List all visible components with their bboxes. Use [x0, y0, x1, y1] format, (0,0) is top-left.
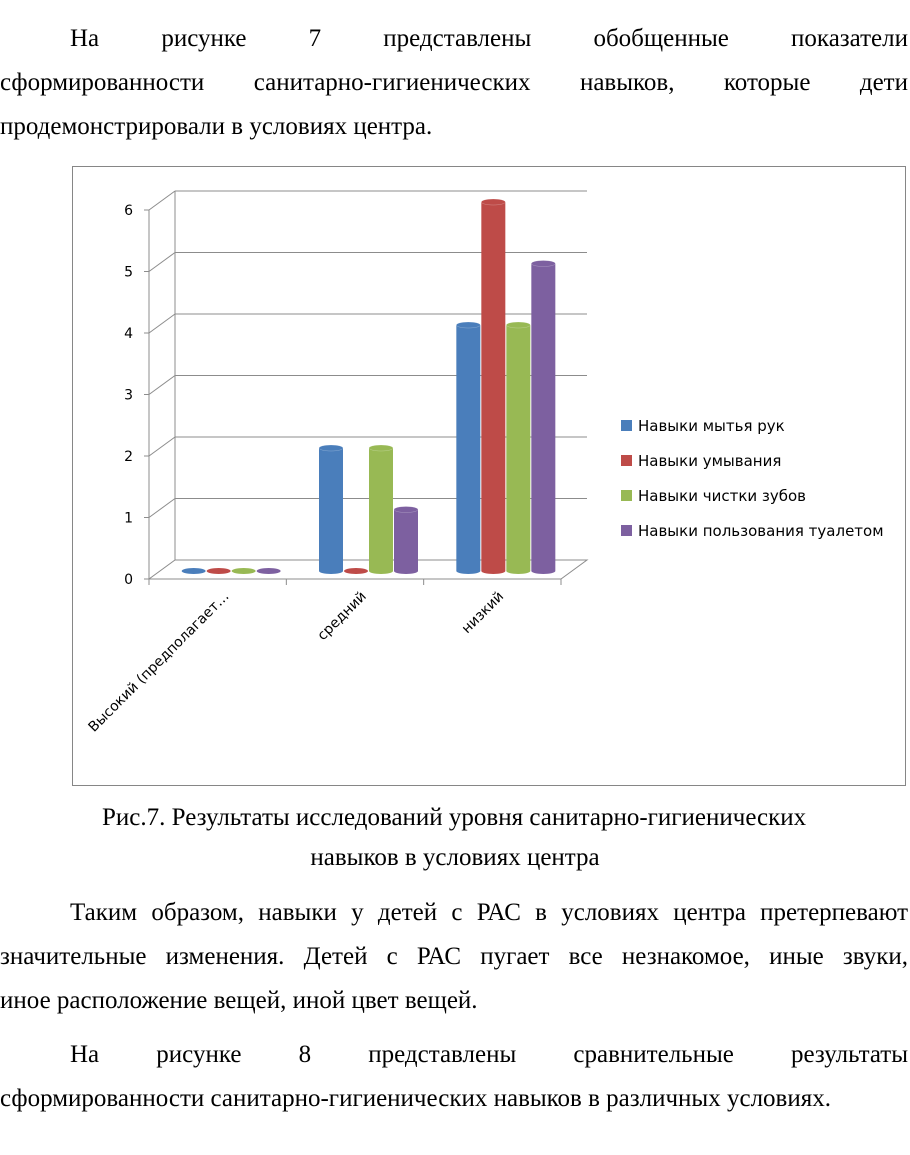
x-category-label: средний — [314, 588, 370, 644]
conclusion-line-2: значительные изменения. Детей с РАС пугает все незнакомое, иные звуки, — [0, 943, 908, 970]
bar-zero — [344, 568, 368, 574]
next-line-1: На рисунке 8 представлены сравнительные результаты — [70, 1041, 908, 1068]
chart-legend — [621, 408, 884, 548]
conclusion-paragraph — [0, 891, 908, 1023]
legend-item — [621, 478, 884, 513]
bar — [531, 264, 555, 575]
y-tick-label: 1 — [124, 510, 133, 527]
bar — [369, 448, 393, 574]
bar — [481, 202, 505, 574]
legend-label: Навыки мытья рук — [638, 416, 785, 435]
gridline-side — [149, 191, 175, 210]
gridline-side — [149, 437, 175, 456]
intro-line-2: сформированности санитарно-гигиенических навыков, которые дети — [0, 69, 908, 96]
conclusion-line-3: иное расположение вещей, иной цвет вещей. — [0, 987, 478, 1014]
y-tick-label: 0 — [124, 572, 133, 588]
bar-top — [394, 507, 418, 513]
y-tick-label: 5 — [124, 264, 133, 281]
bar-top — [319, 445, 343, 451]
legend-item — [621, 408, 884, 443]
bar-zero — [257, 568, 281, 574]
gridline-side — [149, 314, 175, 333]
bar-zero — [182, 568, 206, 574]
legend-swatch — [621, 455, 632, 466]
bar — [394, 510, 418, 575]
legend-item — [621, 443, 884, 478]
bar — [506, 325, 530, 574]
legend-swatch — [621, 490, 632, 501]
next-line-2: сформированности санитарно-гигиенических навыков в различных условиях. — [0, 1085, 831, 1112]
legend-swatch — [621, 420, 632, 431]
bar-top — [531, 261, 555, 267]
bar-top — [506, 322, 530, 328]
bar-chart — [72, 166, 906, 786]
x-category-label: низкий — [458, 588, 508, 637]
bar — [319, 448, 343, 574]
gridline-side — [149, 499, 175, 518]
legend-item — [621, 513, 884, 548]
y-tick-label: 3 — [124, 387, 133, 404]
legend-label: Навыки умывания — [638, 451, 782, 470]
bar-top — [369, 445, 393, 451]
legend-swatch — [621, 525, 632, 536]
gridline-side — [149, 376, 175, 395]
intro-line-3: продемонстрировали в условиях центра. — [0, 113, 433, 140]
x-category-label: Высокий (предполагает… — [85, 588, 233, 736]
intro-line-1: На рисунке 7 представлены обобщенные показатели — [70, 25, 908, 52]
bar-zero — [232, 568, 256, 574]
legend-label: Навыки пользования туалетом — [638, 521, 884, 540]
conclusion-line-1: Таким образом, навыки у детей с РАС в условиях центра претерпевают — [70, 899, 908, 926]
caption-line-1: Рис.7. Результаты исследований уровня санитарно-гигиенических — [102, 804, 807, 831]
bar-top — [481, 199, 505, 205]
y-tick-label: 4 — [124, 326, 133, 342]
legend-label: Навыки чистки зубов — [638, 486, 807, 505]
y-tick-label: 6 — [124, 203, 133, 219]
intro-paragraph — [0, 17, 908, 149]
bar — [456, 325, 480, 574]
bar-zero — [207, 568, 231, 574]
y-tick-label: 2 — [124, 449, 133, 465]
gridline-side — [149, 253, 175, 272]
next-figure-paragraph — [0, 1033, 908, 1121]
caption-line-2: навыков в условиях центра — [310, 844, 600, 871]
bar-top — [456, 322, 480, 328]
